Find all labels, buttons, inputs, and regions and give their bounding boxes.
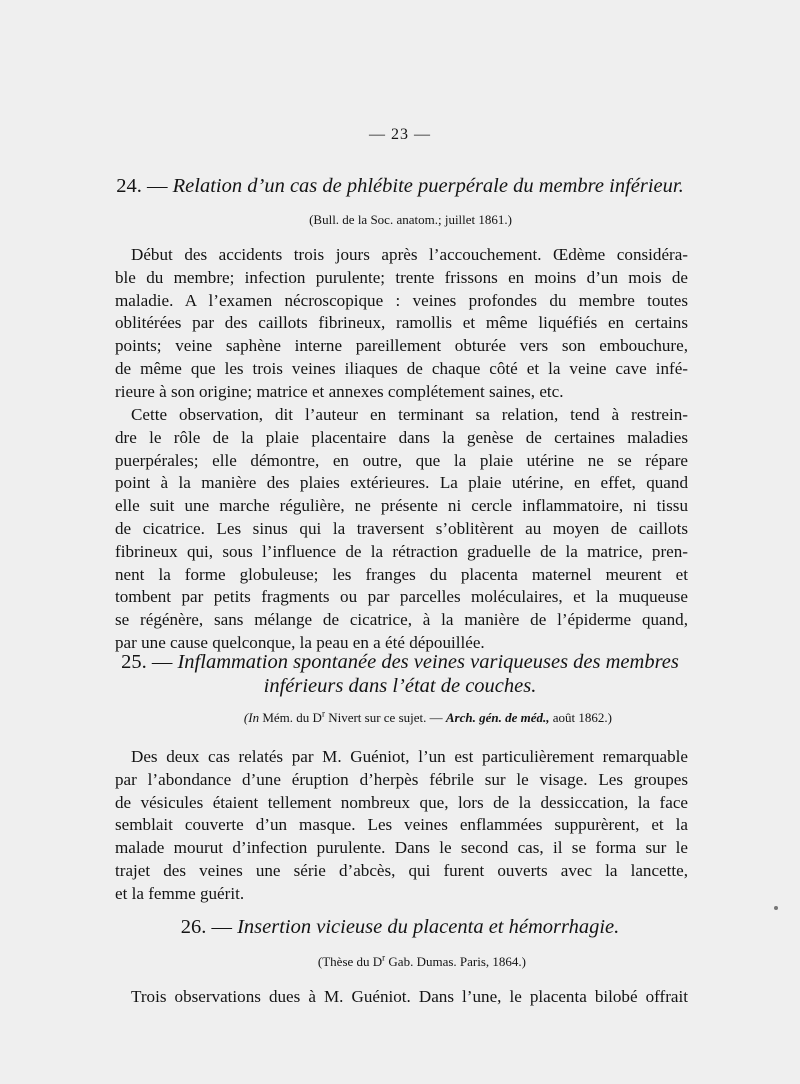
source-journal: Arch. gén. de méd., [445,710,550,725]
text-line: rieure à son origine; matrice et annexes complétement saines, etc. [115,381,564,401]
page-number: — 23 — [369,126,431,143]
section-25-number: 25. — [121,651,173,673]
section-25-paragraph-1 [115,746,688,906]
text-line: se régénère, sans mélange de cicatrice, à la manière de l’épiderme quand, [115,610,688,630]
text-line: par l’abondance d’une éruption d’herpès fébrile sur le visage. Les groupes [115,769,688,789]
text-line: de même que les trois veines iliaques de chaque côté et la veine cave infé- [115,358,688,378]
text-line: ble du membre; infection purulente; trente frissons en moins d’un mois de [115,267,688,287]
section-25-source [180,710,612,726]
text-line: Cette observation, dit l’auteur en terminant sa relation, tend à restrein- [131,405,688,424]
section-25-heading-continued [110,673,690,700]
section-25-title-line-1: Inflammation spontanée des veines variqueuses des membres [177,651,679,673]
section-26-title: Insertion vicieuse du placenta et hémorrhagie. [237,916,620,938]
text-line: trajet des veines une série d’abcès, qui furent ouverts avec la lancette, [115,860,688,880]
text-line: Trois observations dues à M. Guéniot. Dans l’une, le placenta bilobé offrait [131,987,688,1006]
section-24-source: (Bull. de la Soc. anatom.; juillet 1861.) [309,212,512,227]
text-line: malade mourut d’infection purulente. Dans le second cas, il se forma sur le [115,838,688,858]
text-line: de vésicules étaient tellement nombreux que, lors de la dessiccation, la face [115,792,688,812]
text-line: dre le rôle de la plaie placentaire dans la genèse de certaines maladies [115,427,688,447]
section-26-source: (Thèse du $D^r$ Gab. Dumas. Paris, 1864.) [317,952,526,969]
section-24-number: 24. — [116,175,168,197]
source-prefix: (In [243,710,260,725]
text-line: points; veine saphène interne pareillement obturée vers son embouchure, [115,336,688,356]
text-line: tombent par petits fragments ou par parcelles moléculaires, et la muqueuse [115,587,688,607]
text-line: oblitérées par des caillots fibrineux, ramollis et même liquéfiés en certains [115,313,688,333]
text-line: Début des accidents trois jours après l’accouchement. Œdème considéra- [131,245,688,264]
source-date: août 1862.) [552,710,612,725]
section-24-paragraph-1 [115,244,688,404]
text-line: puerpérales; elle démontre, en outre, que la plaie utérine ne se répare [115,450,688,470]
section-24-title: Relation d’un cas de phlébite puerpérale du membre inférieur. [172,175,684,197]
section-24-paragraph-2 [115,404,688,655]
text-line: maladie. A l’examen nécroscopique : veines profondes du membre toutes [115,290,688,310]
section-26-paragraph-1 [115,986,688,1009]
section-25-title-line-2: inférieurs dans l’état de couches. [263,675,537,697]
text-line: et la femme guérit. [115,883,245,903]
text-line: par une cause quelconque, la peau en a été dépouillée. [115,632,485,652]
text-line: elle suit une marche régulière, ne présente ni cercle inflammatoire, ni tissu [115,496,688,516]
section-26-number: 26. — [180,916,232,938]
text-line: Des deux cas relatés par M. Guéniot, l’un est particulièrement remarquable [131,747,688,766]
section-26-heading [110,914,690,941]
text-line: de cicatrice. Les sinus qui la traversent s’oblitèrent au moyen de caillots [115,518,688,538]
text-line: point à la manière des plaies extérieures. La plaie utérine, en effet, quand [115,473,688,493]
text-line: semblait couverte d’un masque. Les veines enflammées suppurèrent, et la [115,815,688,835]
margin-dot-mark [774,906,778,910]
section-24-heading [110,173,690,200]
source-author: Mém. du $D^r$ Nivert sur ce sujet. — [262,708,443,725]
section-25-heading [110,649,690,676]
text-line: fibrineux qui, sous l’influence de la rétraction graduelle de la matrice, pren- [115,541,688,561]
text-line: nent la forme globuleuse; les franges du placenta maternel meurent et [115,564,688,584]
